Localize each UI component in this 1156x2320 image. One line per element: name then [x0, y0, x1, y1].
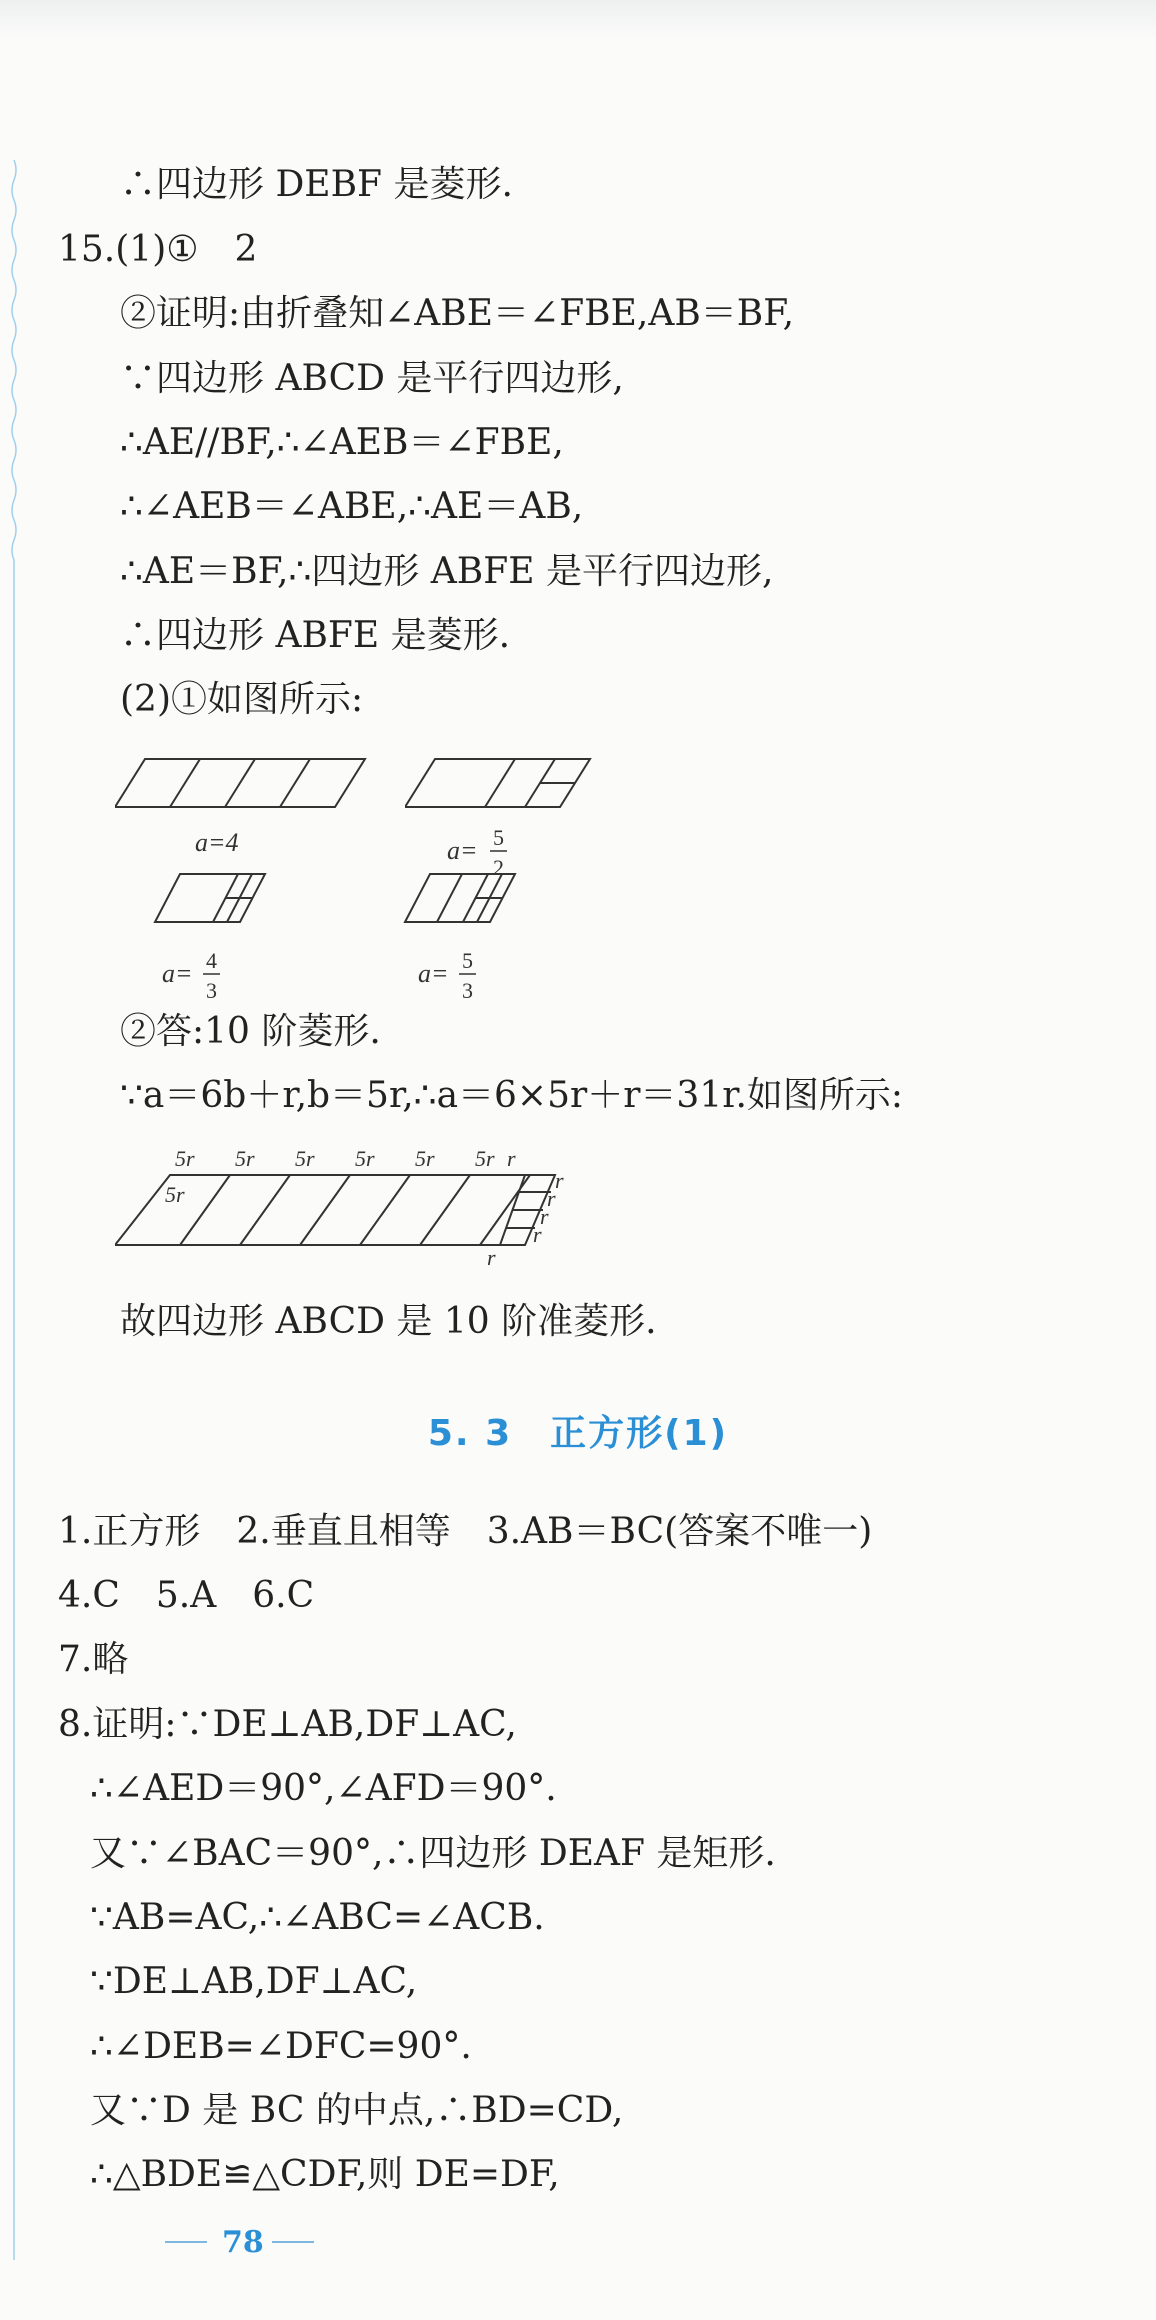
fig3-label-prefix: a= [162, 959, 193, 988]
strip-r-label: r [547, 1186, 556, 1211]
text-line: 故四边形 ABCD 是 10 阶准菱形. [120, 1301, 657, 1342]
answer-line: 又∵∠BAC＝90°,∴四边形 DEAF 是矩形. [90, 1833, 776, 1874]
strip-r-label: r [555, 1168, 564, 1193]
answer-line: 4.C 5.A 6.C [58, 1575, 315, 1616]
figure-a-5-3 [400, 870, 570, 1010]
answer-line: ∴△BDE≌△CDF,则 DE=DF, [90, 2154, 560, 2195]
figure-a-5-2 [405, 755, 605, 885]
fig2-label-prefix: a= [447, 836, 478, 865]
strip-inner-label: 5r [165, 1182, 185, 1207]
answer-line: ∵DE⊥AB,DF⊥AC, [90, 1961, 418, 2002]
answer-line: 8.证明:∵DE⊥AB,DF⊥AC, [58, 1704, 517, 1745]
decorative-wavy-border [10, 160, 18, 2260]
fig2-numerator: 5 [493, 825, 504, 850]
fig4-numerator: 5 [462, 948, 473, 973]
strip-r-label: r [507, 1146, 516, 1171]
strip-r-label: r [487, 1245, 496, 1270]
text-line: ∴四边形 ABFE 是菱形. [120, 615, 511, 656]
text-line: ②答:10 阶菱形. [120, 1011, 381, 1052]
fig3-denominator: 3 [206, 978, 217, 1003]
page-number-dash-left [165, 2241, 207, 2243]
text-line: ②证明:由折叠知∠ABE＝∠FBE,AB＝BF, [120, 293, 795, 334]
fig2-denominator: 2 [493, 855, 504, 880]
fig3-numerator: 4 [206, 948, 217, 973]
strip-top-label: 5r [295, 1146, 315, 1171]
answer-line: ∵AB=AC,∴∠ABC=∠ACB. [90, 1897, 545, 1938]
answer-line: 7.略 [58, 1639, 129, 1680]
page-number-value: 78 [222, 2225, 264, 2260]
section-title: 5. 3 正方形(1) [427, 1413, 729, 1454]
strip-top-label: 5r [355, 1146, 375, 1171]
fig1-label: a=4 [195, 828, 239, 857]
page-number-dash-right [272, 2241, 314, 2243]
strip-r-label: r [540, 1204, 549, 1229]
text-line: (2)①如图所示: [120, 679, 364, 720]
answer-line: ∴∠DEB=∠DFC=90°. [90, 2026, 472, 2067]
text-line: ∴∠AEB＝∠ABE,∴AE＝AB, [120, 486, 584, 527]
answer-line: 又∵D 是 BC 的中点,∴BD=CD, [90, 2090, 624, 2131]
strip-r-label: r [533, 1222, 542, 1247]
strip-top-label: 5r [175, 1146, 195, 1171]
answer-line: 1.正方形 2.垂直且相等 3.AB＝BC(答案不唯一) [58, 1511, 873, 1552]
answer-line: ∴∠AED＝90°,∠AFD＝90°. [90, 1768, 557, 1809]
text-line: ∵a＝6b＋r,b＝5r,∴a＝6×5r＋r＝31r.如图所示: [120, 1075, 904, 1116]
figure-a-4 [115, 755, 375, 865]
fig4-denominator: 3 [462, 978, 473, 1003]
figure-a-4-3 [150, 870, 290, 1010]
page-top-shade [0, 0, 1156, 40]
text-line: ∵四边形 ABCD 是平行四边形, [120, 358, 624, 399]
strip-top-label: 5r [235, 1146, 255, 1171]
strip-top-label: 5r [415, 1146, 435, 1171]
text-line: ∴AE//BF,∴∠AEB＝∠FBE, [120, 422, 564, 463]
question-number-line: 15.(1)① 2 [58, 229, 258, 270]
text-line: ∴AE＝BF,∴四边形 ABFE 是平行四边形, [120, 551, 774, 592]
text-line: ∴四边形 DEBF 是菱形. [120, 164, 513, 205]
fig4-label-prefix: a= [418, 959, 449, 988]
strip-top-label: 5r [475, 1146, 495, 1171]
figure-10-order-rhombus-strip [115, 1140, 575, 1280]
